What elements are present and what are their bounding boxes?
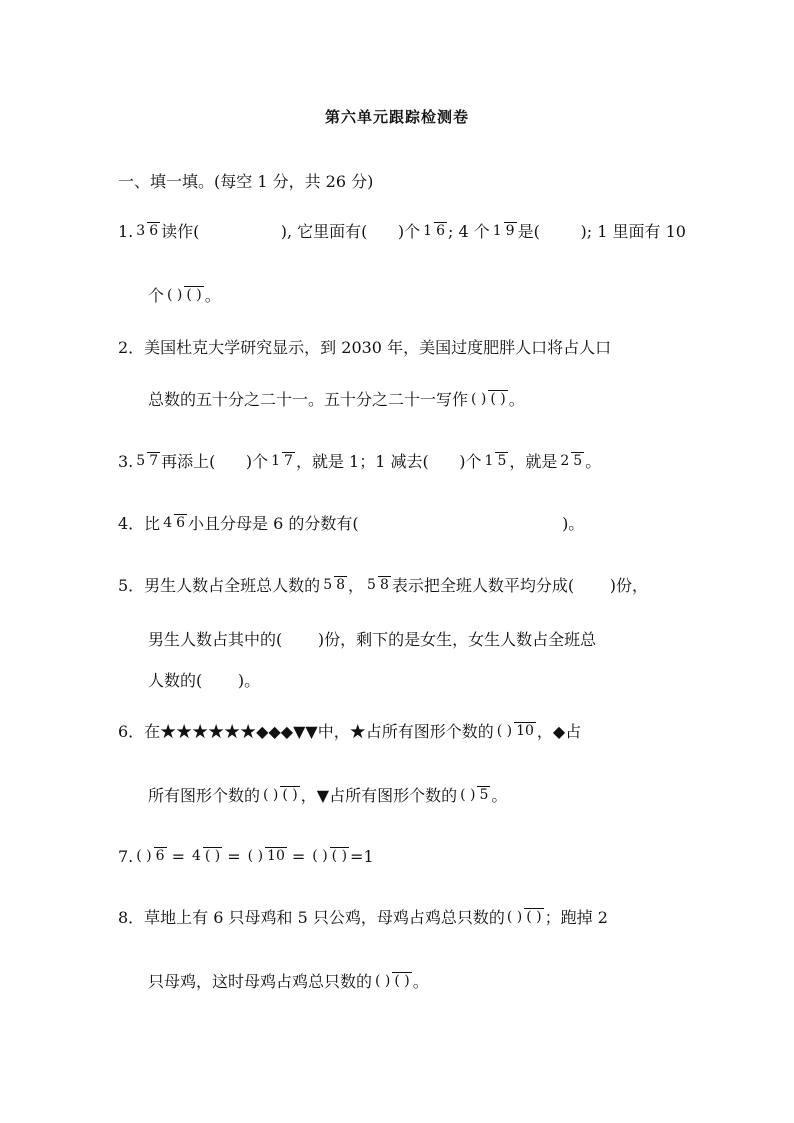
question-1-line-1 — [118, 220, 686, 242]
question-4-line — [118, 512, 584, 534]
numerator: 5 — [367, 577, 376, 593]
question-5-line-1 — [118, 574, 648, 596]
denominator-blank[interactable]: ( ) — [394, 973, 410, 989]
q5-text-1: 5．男生人数占全班总人数的 — [118, 575, 321, 595]
denominator: 10 — [267, 848, 285, 864]
numerator: 1 — [423, 223, 433, 239]
q3-text-4: 。 — [585, 451, 602, 471]
denominator: 8 — [336, 577, 346, 593]
numerator-blank[interactable]: ( ) — [375, 973, 391, 989]
q7-number: 7. — [118, 846, 134, 866]
denominator: 10 — [516, 723, 534, 739]
q5-separator: ， — [348, 575, 365, 595]
numerator: 1 — [271, 453, 281, 469]
denominator: 6 — [155, 848, 165, 864]
numerator-blank[interactable]: ( ) — [136, 848, 152, 864]
q1-answer-fraction[interactable] — [165, 287, 204, 304]
denominator: 5 — [573, 453, 583, 469]
q7-fraction-1[interactable] — [134, 848, 166, 865]
q3-fraction-2-5 — [558, 453, 584, 470]
numerator-blank[interactable]: ( ) — [496, 723, 513, 739]
denominator: 6 — [176, 515, 186, 531]
denominator: 7 — [284, 453, 293, 469]
section-heading — [118, 170, 373, 192]
q4-text-1: 4．比 — [118, 513, 161, 533]
q3-text-1: 再添上( )个 — [161, 451, 269, 471]
q7-fraction-3[interactable] — [246, 848, 287, 865]
q7-fraction-4[interactable] — [310, 848, 349, 865]
denominator-blank[interactable]: ( ) — [282, 787, 298, 803]
q1-fraction-1-9 — [491, 223, 517, 240]
q3-fraction-5-7 — [134, 453, 160, 470]
numerator: 1 — [484, 453, 494, 469]
q5-fraction-5-8-b — [365, 577, 391, 594]
equals-sign: = — [227, 846, 241, 866]
numerator: 4 — [191, 848, 201, 864]
denominator: 5 — [479, 787, 489, 803]
equals-sign: = — [291, 846, 306, 866]
numerator-blank[interactable]: ( ) — [167, 287, 183, 303]
q6-text-3: 所有图形个数的 — [148, 785, 261, 805]
q2-answer-fraction[interactable] — [469, 391, 508, 408]
q3-number: 3. — [118, 451, 134, 471]
q5-text-2: 表示把全班人数平均分成( )份， — [391, 575, 648, 595]
q6-diamond-fraction[interactable] — [261, 787, 300, 804]
q1-text-5: 。 — [204, 285, 221, 305]
q8-text-4: 。 — [412, 971, 429, 991]
q8-answer-fraction-1[interactable] — [505, 909, 544, 926]
q5-fraction-5-8-a — [321, 577, 347, 594]
q2-text-3: 。 — [508, 389, 525, 409]
question-5-line-2 — [148, 628, 596, 650]
numerator-blank[interactable]: ( ) — [263, 787, 279, 803]
q3-fraction-1-5 — [483, 453, 509, 470]
q6-text-4: ，▼占所有图形个数的 — [300, 785, 458, 805]
numerator-blank[interactable]: ( ) — [312, 848, 328, 864]
q4-fraction-4-6 — [161, 515, 187, 532]
numerator-blank[interactable]: ( ) — [471, 391, 487, 407]
numerator-blank[interactable]: ( ) — [247, 848, 264, 864]
denominator: 6 — [149, 223, 159, 239]
q1-fraction-3-6 — [134, 223, 160, 240]
question-2-line-1 — [118, 336, 611, 358]
numerator: 1 — [492, 223, 502, 239]
question-2-line-2 — [148, 388, 525, 410]
numerator: 5 — [323, 577, 333, 593]
q2-text-1: 2．美国杜克大学研究显示，到 2030 年，美国过度肥胖人口将占人口 — [118, 337, 612, 357]
denominator: 9 — [505, 223, 515, 239]
q2-text-2: 总数的五十分之二十一。五十分之二十一写作 — [148, 389, 469, 409]
denominator: 5 — [497, 453, 507, 469]
numerator-blank[interactable]: ( ) — [460, 787, 476, 803]
q6-star-fraction[interactable] — [495, 723, 536, 740]
page-title: 第六单元跟踪检测卷 — [324, 108, 469, 126]
q6-triangle-fraction[interactable] — [458, 787, 490, 804]
q7-fraction-2[interactable] — [190, 848, 222, 865]
q1-fraction-1-6 — [421, 223, 447, 240]
question-3-line — [118, 450, 601, 472]
question-1-line-2 — [148, 284, 221, 306]
q1-text-3: 是( ); 1 里面有 10 — [517, 221, 686, 241]
denominator: 6 — [436, 223, 445, 239]
numerator-blank[interactable]: ( ) — [506, 909, 523, 925]
numerator: 4 — [163, 515, 173, 531]
section-heading-text: 一、填一填。(每空 1 分，共 26 分) — [118, 171, 374, 191]
denominator-blank[interactable]: ( ) — [204, 848, 221, 864]
q5-text-3: 男生人数占其中的( )份，剩下的是女生，女生人数占全班总 — [148, 629, 597, 649]
q4-text-2: 小且分母是 6 的分数有( )。 — [188, 513, 585, 533]
q8-text-2: ；跑掉 2 — [544, 907, 608, 927]
q6-text-5: 。 — [491, 785, 508, 805]
q1-number: 1. — [118, 221, 134, 241]
q6-text-2: ，◆占 — [536, 721, 582, 741]
q1-text-2: ; 4 个 — [448, 221, 490, 241]
q5-text-4: 人数的( )。 — [148, 670, 261, 690]
question-8-line-2 — [148, 970, 429, 992]
denominator-blank[interactable]: ( ) — [186, 287, 202, 303]
question-5-line-3 — [148, 669, 260, 691]
numerator: 3 — [136, 223, 146, 239]
question-7-line — [118, 845, 374, 867]
q1-text-1: 读作( ), 它里面有( )个 — [161, 221, 421, 241]
equals-sign: = — [171, 846, 185, 866]
question-6-line-2 — [148, 784, 507, 806]
denominator-blank[interactable]: ( ) — [331, 848, 348, 864]
q3-text-2: ，就是 1；1 减去( )个 — [295, 451, 482, 471]
q8-answer-fraction-2[interactable] — [373, 973, 412, 990]
q8-text-1: 8．草地上有 6 只母鸡和 5 只公鸡，母鸡占鸡总只数的 — [118, 907, 505, 927]
denominator: 8 — [379, 577, 389, 593]
question-6-line-1 — [118, 720, 581, 742]
q6-text-1: 6．在★★★★★★◆◆◆▼▼中，★占所有图形个数的 — [118, 721, 494, 741]
q3-fraction-1-7 — [269, 453, 295, 470]
q7-end: =1 — [350, 846, 374, 866]
question-8-line-1 — [118, 906, 608, 928]
q3-text-3: ，就是 — [509, 451, 558, 471]
numerator: 2 — [560, 453, 570, 469]
q1-text-4: 个 — [148, 285, 165, 305]
denominator-blank[interactable]: ( ) — [526, 909, 542, 925]
denominator: 7 — [149, 453, 159, 469]
denominator-blank[interactable]: ( ) — [490, 391, 506, 407]
numerator: 5 — [136, 453, 146, 469]
q8-text-3: 只母鸡，这时母鸡占鸡总只数的 — [148, 971, 373, 991]
